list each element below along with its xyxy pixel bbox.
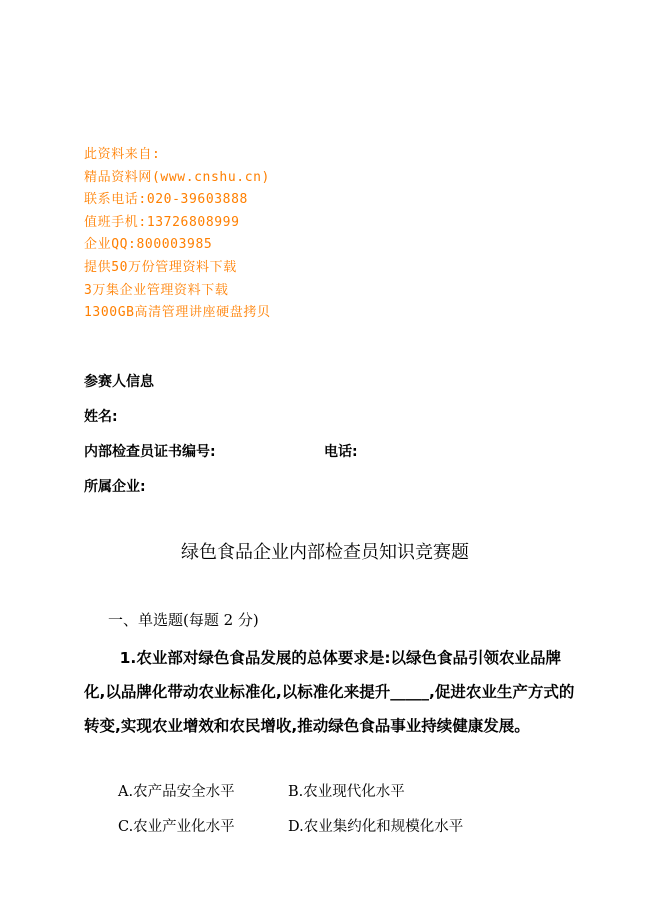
question-text: 1.农业部对绿色食品发展的总体要求是:以绿色食品引领农业品牌化,以品牌化带动农业标准化,以标准化来提升_____,促进农业生产方式的转变,实现农业增效和农民增收,推动绿色食品事业持续健康发展。 xyxy=(84,649,575,735)
company-label: 所属企业: xyxy=(84,479,146,495)
cert-number-label: 内部检查员证书编号: xyxy=(84,444,216,460)
website-line: 精品资料网(www.cnshu.cn) xyxy=(84,169,270,185)
source-info-block xyxy=(84,144,271,325)
lecture-line: 1300GB高清管理讲座硬盘拷贝 xyxy=(84,305,271,321)
download-line-2: 3万集企业管理资料下载 xyxy=(84,282,229,298)
option-b: B.农业现代化水平 xyxy=(288,784,405,800)
name-label: 姓名: xyxy=(84,409,118,425)
option-d: D.农业集约化和规模化水平 xyxy=(288,819,464,835)
qq-line: 企业QQ:800003985 xyxy=(84,237,213,253)
phone-label: 电话: xyxy=(324,444,358,460)
download-line-1: 提供50万份管理资料下载 xyxy=(84,259,237,275)
participant-heading: 参赛人信息 xyxy=(84,374,154,390)
section-heading: 一、单选题(每题 2 分) xyxy=(108,611,259,629)
page-title: 绿色食品企业内部检查员知识竞赛题 xyxy=(181,542,469,563)
option-a: A.农产品安全水平 xyxy=(118,784,235,800)
mobile-line: 值班手机:13726808999 xyxy=(84,214,240,230)
source-line: 此资料来自: xyxy=(84,147,161,162)
phone-line: 联系电话:020-39603888 xyxy=(84,192,248,208)
option-c: C.农业产业化水平 xyxy=(118,819,235,835)
